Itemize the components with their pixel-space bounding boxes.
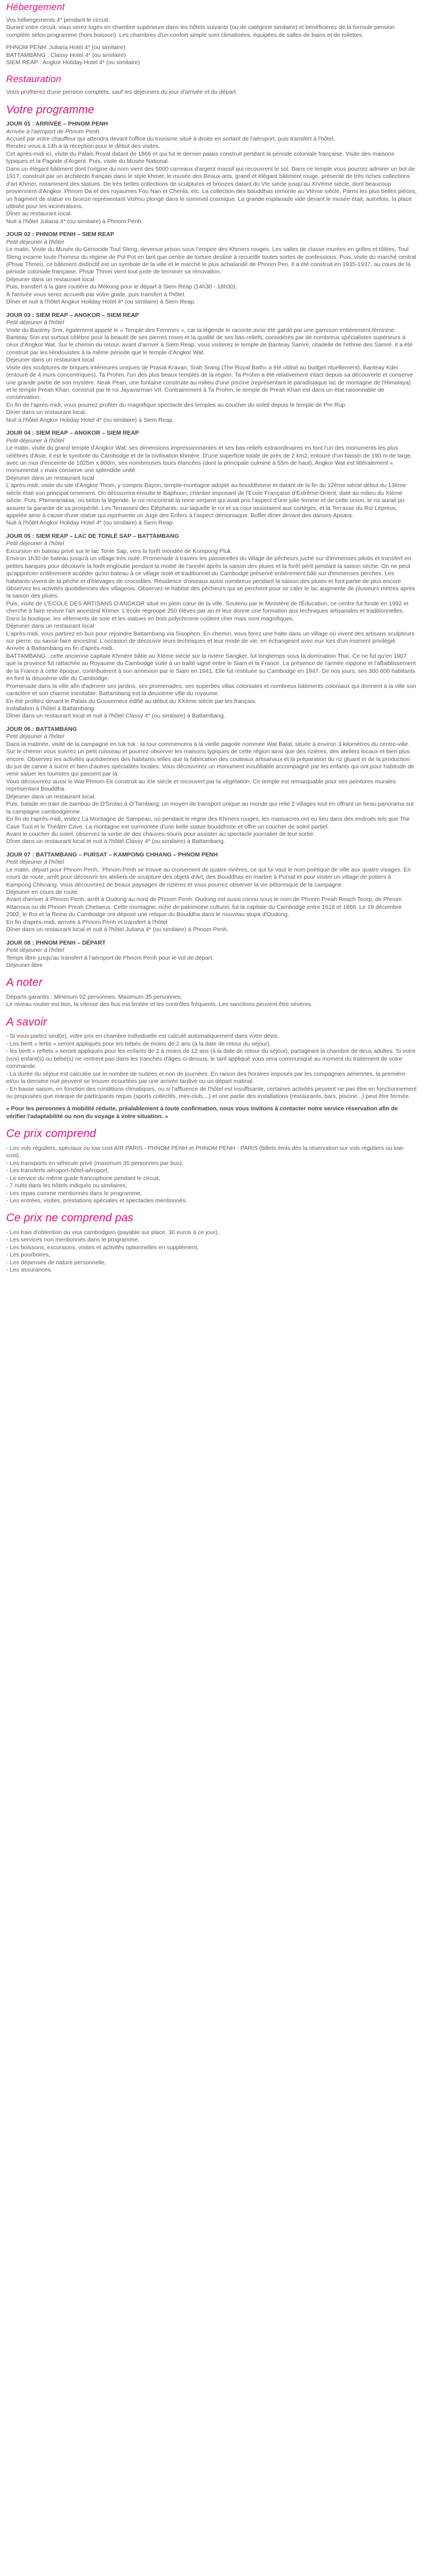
day-body-line: Accueil par votre chauffeur qui attendra devant l'office du tourisme situé à droite en sortant de l'aéroport, puis transfert à l'hôtel.	[6, 136, 335, 143]
included-item: - Les vols réguliers, spéciaux ou low cost A/R PARIS - PHNOM PENH et PHNOM PENH - PARIS (billets émis dès la réservation sur vols réguliers ou low-cost).	[6, 1144, 405, 1159]
program-day	[6, 121, 417, 225]
program-title: Votre programme	[6, 103, 94, 116]
day-body-line: Environ 1h30 de bateau jusqu'à un village très isolé. Promenade à travers les passerelles du village de pêcheurs juché sur d'immenses pilotis et transfert en petites barques pour découvrir la forêt engloutie pendant la moitié de l'année après la saison des pluies et la forêt périt pendant la saison sèche. On ne peut qu'apprécier entièrement accéder qu'en bateau à ce village isolé et traditionnel du Cambodge préservé entièrement bâti sur d'immenses perches. Les habitants vivent de la pêche et d'élevages de crocodiles. Résidence d'oiseaux aussi nombreux pendant la saison des pluies et font partie de plus encore. Observez les activités quotidiennes des villageois. Observez-le habitat des pêcheurs qui se perchent pour se caler le lac augmente de plusieurs mètres après la saison des pluies.	[6, 555, 415, 600]
day-body-line: Visite du Bantrey Srei, également appelé le « Temple des Femmes », car la légende le raconte avoir été gardé par une garnison entièrement féminine. Banteay Srei est surtout célèbre pour la beauté de ses pierres roses et la qualité de ses bas-reliefs, considérés par de nombreux spécialistes supérieurs à ceux d'Angkor Wat. Sur le chemin du retour, avant d'arriver à Siem Reap, vous visiterez le temple de Banteay Samré, citadelle de l'ethnie des Samré. Il a été construit par les Hindouistes à la même période que le temple d'Angkor Wat.	[6, 326, 413, 356]
included-item: - Le service du même guide francophone pendant le circuit,	[6, 1174, 161, 1182]
day-subtitle: Petit déjeuner à l'hôtel	[6, 437, 64, 444]
to-note-title: A noter	[6, 976, 43, 989]
restaurant-title: Restauration	[6, 74, 61, 85]
day-subtitle: Petit déjeuner à l'hôtel	[6, 859, 64, 866]
day-body-line: Déjeuner dans un restaurant local.	[6, 793, 96, 800]
page	[0, 0, 423, 1280]
day-body-line: Dîner dans un restaurant local.	[6, 409, 86, 416]
day-body-line: Visite des sculptures de briques intérieures uniques de Prasat Kravan, Srah Srang (The Royal Bath» a été utilisé au budget rituellement). Banteay Kdei (entouré de 4 murs concentriques). Ta Prohm. l'un des plus beaux temples de la région. Ta Prohm a été relativement intact depuis sa découverte et conserve une grande partie de son mystère. Neak Pean, une fontaine construite au milieu d'une piscine (représentant le paradisiaque lac de montagne de l'Himalaya) et le temple Preah Khan, construit par le roi Jayavarman VII. Contrairement à Ta Prohm, le temple de Preah Khan est dans un état raisonnable de conservation.	[6, 364, 413, 401]
day-body-line: Puis, visite de L'ECOLE DES ARTISANS D'ANGKOR situé en plein cœur de la ville. Soutenu par le Ministère de l'Éducation, ce centre fut fondé en 1992 et cherche à faire revivre l'art ancestral Khmer. L'école regroupé 250 élèves par an et leur donne une formation aux techniques artisanales et traditionnelles. Dans la boutique, les vêtements de soie et les statues en bois polychrome coûtent cher mais sont magnifiques.	[6, 600, 408, 622]
day-body-line: À l'arrivée vous serez accueilli par votre guide, puis transfert à l'hôtel.	[6, 291, 186, 298]
excluded-title: Ce prix ne comprend pas	[6, 1212, 134, 1225]
day-body-line: Nuit à l'hôtel Angkor Holiday Hotel 4* (ou similaire) à Siem Reap.	[6, 416, 174, 423]
day-body-line: Déjeuner libre	[6, 961, 43, 969]
excluded-section	[6, 1211, 417, 1274]
day-title: JOUR 02 : PHNOM PENH – SIEM REAP	[6, 231, 114, 238]
day-subtitle: Petit déjeuner à l'hôtel	[6, 238, 64, 245]
day-body-line: L'après-midi, vous partirez en bus pour rejoindre Battambang via Sisophon. En chemin, vous ferez une halte dans un village où vivent des artisans sculpteurs sur pierre, ou savoir-faire ancestral. L'occasion de découvrir leurs techniques et leur mode de vie, en échangeant avec eux lors d'un moment privilégié.	[6, 630, 415, 645]
day-body-line: Puis, transfert à la gare routière du Mékong pour le départ à Siem Reap (14h30 - 18h30).	[6, 283, 237, 291]
program-day	[6, 430, 417, 527]
day-body-line: Déjeuner dans un restaurant local	[6, 276, 94, 283]
included-item: - Les transports en véhicule privé (maximum 35 personnes par bus),	[6, 1159, 184, 1167]
day-body-line: Le matin, départ pour Phnom Penh,. Phnom Penh se trouve au croisement de quatre rivières, ce qui lui vaut le nom poétique de ville aux quatre visages. En cours de route, arrêt pour découvrir les ateliers de sculpture des objets d'Art, des Bouddhas en marbre à Pursat et pour visiter un village de potiers à Kampong Chhnang. Vous découvrirez de beaux paysages de rizières et vous pourrez observer la vie pittoresque de la campagne.	[6, 866, 411, 888]
program-day	[6, 726, 417, 846]
to-note-section	[6, 976, 417, 1008]
day-subtitle: Petit déjeuner à l'hôtel	[6, 733, 64, 740]
day-body-line: L'après-midi, visite du site d'Angkor Thom, y compris Bayon, temple-montagne adopté au bouddhisme et datant de la fin du 12ème siècle début du 13ème siècle était son principal ornement. On découvrira ensuite le Baphuon, chantier imposant de l'Ecole Française d'Extrême-Orient, daté au milieu du XIème siècle. Puis, Phimeanakas, où selon la légende, le roi rencontrait la reine serpent qui avait pris l'aspect d'une jolie femme et de cette union, le roi aurait pu assurer la garantie de sa prospérité. Les Terrasses des Éléphants, sur laquelle le roi et sa cour assistaient aux cortèges, et la Terrasse du Roi Lépreux, appelée ainsi à cause d'une statue qui représente un Juge des Enfers à l'aspect démoniaque. Buffet dîner devant des danses Apsara.	[6, 482, 406, 519]
day-body-line: Dîner dans un restaurant local et nuit à l'hôtel Classy 4* (ou similaire) à Battambang.	[6, 838, 225, 845]
day-body-line: Le matin, visite du grand temple d'Angkor Wat: ses dimensions impressionnantes et ses bas-reliefs extraordinaires en font l'un des monuments les plus célèbres d'Asie, il est le symbole du Cambodge et de la civilisation khmère. D'une superficie totale de près de 2 km2, entouré d'un bassin de 190 m de large, avec un mur d'enceinte de 1025m x 800m, ses nombreuses tours élancées (dont la principale culmine à 55m de haut), Angkor Wat est littéralement « monumental » mais conserve une splendide unité.	[6, 445, 412, 474]
day-body-line: En fin de l'après-midi, visitez La Montagne de Sampeau, où pendant le règne des Khmers rouges, les massacres ont eu lieu dans des endroits tels que The Cave Tuol et le Théâtre Cave. La montagne est surmontée d'une belle statue bouddhiste et offre un coucher de soleil partiel.	[6, 816, 410, 830]
day-body-line: Le matin, Visite du Musée du Génocide Toul Sleng, devenue prison sous l'empire des Khmers rouges. Les salles de classe murées en grilles et tôlées, Toul Sleng incarne toute l'horreur du régime de Pol Pot en tant que centre de torture destiné à recueillir toutes sortes de confessions. Puis, visite du marché central (Phsar Thmei), ce bâtiment distinctif est un symbole de la ville et le marché le plus achalandé de Phnom Pen. Il a été construit en 1935-1937, au cours de la période coloniale française. Phsar Thmei vient tout juste de terminer sa rénovation.	[6, 246, 416, 276]
to-know-line: - Les bertt « lertis » seront appliqués pour les bébés de moins de 2 ans (à la date de retour du séjour).	[6, 1040, 271, 1047]
day-body-line: Nuit à l'hôtel Juliana 4* (ou similaire) à Phnom Penh.	[6, 218, 143, 225]
included-item: - Les entrées, visites, prestations spéciales et spectacles mentionnés.	[6, 1197, 188, 1204]
accommodation-line: Durant votre circuit, vous serez logés en chambre supérieure dans les hôtels suivants (ou de catégorie similaire) et bénéficierez de la formule pension complète selon programme (hors boisson). Les chambres d'un confort simple sont climatisées, équipées de salles de bains et de toilettes.	[6, 24, 395, 38]
spacer	[6, 39, 417, 44]
day-body-line: Dans la matinée, visite de la campagne en tuk tuk : la tour commencera à la vieille pagode nommée Wat Balat, située à environ 3 kilomètres du centre-ville. Sur le chemin vous suivrez un petit ruisseau et pourrez observer les maisons typiques de cette région ainsi que des rizières, des ateliers locaux et bien plus encore. Observez les activités quotidiennes des habitants telles que la fabrication des couteaux artisanaux et la préparation du riz gluant et de la production du jus de canne à sucre et bien d'autres spécialités locales. Vous découvrirez un monument inoubliable accompagné par les enfants qui ont pour habitude de venir saluer les touristes qui passent par là.	[6, 740, 415, 778]
day-body-line: Temps libre jusqu'au transfert à l'aéroport de Phnom Penh pour le vol de départ.	[6, 954, 214, 961]
accommodation-line: Vos hébergements 4* pendant le circuit.	[6, 16, 110, 23]
restaurant-section	[6, 73, 417, 96]
day-subtitle: Petit déjeuner à l'hôtel	[6, 947, 64, 954]
day-body-line: Dîner au restaurant local.	[6, 210, 72, 218]
excluded-item: - Les boissons, excursions, visites et activités optionnelles en supplément,	[6, 1244, 199, 1251]
day-body-line: Déjeuner dans un restaurant local	[6, 623, 94, 630]
excluded-item: - Les services non mentionnés dans le programme,	[6, 1236, 140, 1244]
program-day	[6, 231, 417, 306]
day-title: JOUR 06 : BATTAMBANG	[6, 725, 77, 733]
restaurant-text: Vous profiterez d'une pension complète, sauf les déjeuners du jour d'arrivée et du départ.	[6, 89, 238, 96]
day-title: JOUR 03 : SIEM REAP – ANGKOR – SIEM REAP	[6, 311, 140, 319]
day-body-line: Déjeuner dans un restaurant local	[6, 474, 94, 482]
excluded-item: - Les frais d'obtention du visa cambodgien (payable sur place, 30 euros à ce jour),	[6, 1229, 219, 1236]
day-body-line: Nuit à l'hôtel Angkor Holiday Hotel 4* (ou similaire) à Siem Reap.	[6, 519, 174, 527]
day-body-line: Puis, balade en train de bambou de D'Srolao à O'Tambang: un moyen de transport unique au monde qui relie 2 villages tout en offrant un beau panorama sur la campagne cambodgienne.	[6, 801, 415, 815]
day-body-line: En fin d'après-midi, arrivée à Phnom Penh et transfert à l'hôtel	[6, 918, 167, 926]
spacer	[6, 1100, 417, 1105]
program-day	[6, 851, 417, 934]
day-title: JOUR 04 : SIEM REAP – ANGKOR – SIEM REAP	[6, 430, 140, 437]
day-body-line: En fin de l'après-midi, vous pourrez profiter du magnifique spectacle des temples au coucher du soleil depuis le temple de Pre Rup.	[6, 401, 347, 408]
to-note-line: Départs garantis : Minimum 02 personnes. Maximum 35 personnes.	[6, 994, 182, 1000]
day-body-line: Déjeuner en cours de route.	[6, 889, 79, 896]
hotel-siem-reap: SIEM REAP : Angkor Holiday Hotel 4* (ou similaire)	[6, 59, 140, 66]
program-day	[6, 533, 417, 720]
included-section	[6, 1127, 417, 1205]
to-note-line: Le niveau routier est bon, la vitesse des bus est limitée et les contrôles fréquents. Les sanctions peuvent être sévères.	[6, 1001, 313, 1008]
day-body-line: BATTAMBANG : cette ancienne capitale Khmère bâtie au XIème siècle sur la rivière Sangker, fut longtemps sous la domination Thaï. Ce ne fut qu'en 1907 que la province fut rattachée au Royaume du Cambodge suite à un traité signé entre le Siam et la France. La présence de l'armée nippone et l'affaiblissement de la France à cette époque, contribuèrent à son annexion par le Siam en 1941. Elle fut restituée au Cambodge en 1947. De nos jours, ses 300 000 habitants en font la deuxième ville du Cambodge.	[6, 652, 416, 682]
to-know-line: - Si vous partez seul(e), votre prix en chambre individuelle est calculé automatiquement dans votre devis.	[6, 1033, 280, 1040]
day-subtitle: Arrivée à l'aéroport de Phnom Penh.	[6, 128, 101, 135]
included-title: Ce prix comprend	[6, 1128, 97, 1140]
day-body-line: Vous découvrirez aussi le Wat Phnom Ek construit au XIe siècle et recouvert par la végétation. Ce temple est remarquable pour ses peintures murales représentant Bouddha.	[6, 778, 396, 793]
day-body-line: Dîner dans un restaurant local et nuit à l'hôtel Juliana 4* (ou similaire) à Phnom Penh.	[6, 926, 229, 933]
day-body-line: En été profitez devant le Palais du Gouverneur édifié au début du XXème siècle par les français.	[6, 697, 257, 705]
included-item: - Les repas comme mentionnés dans le programme,	[6, 1190, 142, 1197]
accommodation-title: Hébergement	[6, 2, 65, 12]
day-body-line: Arrivée à Battambang en fin d'après-midi.	[6, 645, 114, 652]
day-title: JOUR 07 : BATTAMBANG – PURSAT – KAMPONG CHHANG – PHNOM PENH	[6, 851, 218, 858]
day-body-line: Dans un élégant bâtiment dont l'origine du nom vient des 5000 carreaux d'argent massif qui recouvrent le sol. Dans ce temple vous pourrez admirer un bol de 1917, construit par un architecte français dans le style khmer, le musée des Beaux-arts, grand et élégant bâtiment rouge, présente de très riches collections d'art Khmer, notamment des statues. De très belles collections de sculptures et bronzes datant du VIe siècle jusqu'au XIVème siècle, dont beaucoup proviennent d'Angkor. Phnom Da et des royaumes Fou Nan et Chenla, etc. La collection des bouddhas remonte au VIème siècle. Parmi les plus belles pièces, un fragment de statue en bronze représentant Vishnu plongé dans le sommeil cosmique. La grande esplanade vide devant le musée était, autrefois, la place utilisée pour les incinérations.	[6, 165, 417, 210]
to-know-title: A savoir	[6, 1015, 47, 1028]
day-body-line: Cet après-midi ici, visite du Palais Royal datant de 1866 et qui fut le dernier palais construit pendant la période coloniale française. Visite des maisons typiques et la Pagode d'Argent. Puis, visite du Musée National.	[6, 150, 395, 165]
day-body-line: Rendez-vous à 14h à la réception pour le début des visites.	[6, 143, 161, 150]
reduced-mobility-note: « Pour les personnes à mobilité réduite, préalablement à toute confirmation, nous vous invitons à contacter notre service réservation afin de vérifier l'adaptabilité ou non du voyage à votre situation. »	[6, 1105, 398, 1120]
accommodation-section	[6, 1, 417, 66]
to-know-line: - les bertt « reftets » seront appliqués pour les enfants de 2 à moins de 12 ans (à la date de retour du séjour), partageant la chambre de deux adultes. Si votre (vos) enfant(s) ou bébé(s) ne rentrent pas dans les tranches d'âges ci-dessus, le tarif appliqué vous sera communiqué au moment du traitement de votre commande.	[6, 1048, 416, 1070]
day-body-line: Excursion en bateau privé sur le lac Tonle Sap, vers la forêt inondée de Kompong Pluk.	[6, 547, 233, 555]
day-body-line: Avant d'arriver à Phnom Penh, arrêt à Oudong au nord de Phnom Penh. Oudong est aussi connu sous le nom de Phnom Preah Reach Teorp, de Phnom Attarrous ou de Phnom Preah Chetaeus. Cette montagne, riche de patrimoine culturel, fut la capitale du Cambodge entre 1618 et 1866. Le 19 décembre 2002, le Roi et la Reine du Cambodge ont déposé une relique du Bouddha dans le nouveau stupa d'Oudong.	[6, 896, 402, 918]
to-know-line: - En basse saison, en fonction des conditions climatiques, ou si l'affluence de l'hôtel est insuffisante, certaines activités peuvent ne pas être en fonctionnement ou proposées que marque de participants requis (sports collectifs, mini-club,...) et une partie des installations (restaurants, bars, piscine...) peut être fermée.	[6, 1085, 417, 1100]
day-body-line: Installation à l'hôtel à Battambang.	[6, 705, 96, 712]
day-title: JOUR 08 : PHNOM PENH – DÉPART	[6, 939, 106, 946]
day-body-line: Dîner dans un restaurant local et nuit à l'hôtel Classy 4* (ou similaire) à Battambang.	[6, 712, 225, 720]
excluded-item: - Les pourboires,	[6, 1251, 50, 1259]
to-know-section	[6, 1015, 417, 1120]
program-day	[6, 312, 417, 425]
day-subtitle: Petit déjeuner à l'hôtel	[6, 319, 64, 326]
excluded-item: - Les dépenses de nature personnelle,	[6, 1259, 107, 1266]
hotel-battambang: BATTAMBANG : Classy Hotel 4* (ou similaire)	[6, 51, 126, 59]
program-section	[6, 103, 417, 970]
day-title: JOUR 01 : ARRIVÉE – PHNOM PENH	[6, 121, 108, 128]
hotel-phnom-penh: PHNOM PENH: Juliana Hotel 4* (ou similaire)	[6, 44, 126, 51]
program-days	[6, 121, 417, 969]
day-body-line: Avant le coucher du soleil, observez la sortie de des chauves-souris pour assister au spectacle journalier de leur sortie.	[6, 830, 315, 837]
program-day	[6, 940, 417, 970]
day-title: JOUR 05 : SIEM REAP – LAC DE TONLÉ SAP – BATTAMBANG	[6, 532, 179, 540]
included-item: - 7 nuits dans les hôtels indiqués ou similaires,	[6, 1182, 127, 1190]
to-know-line: - La durée du séjour est calculée sur le nombre de nuitées et non de journées. En raison des horaires imposés par les compagnies aériennes, la première et/ou la dernière nuit peuvent se trouver écourtées par une arrivée tardive ou un départ matinal.	[6, 1070, 405, 1085]
excluded-item: - Les assurances.	[6, 1267, 52, 1274]
day-body-line: Promenade dans la ville afin d'admirer ses jardins, ses promenades, ses superbes villas coloniales et nombreux bâtiments coloniaux qui donnent à la ville son caractère et son charme inimitable. Battambang est la deuxième ville du royaume.	[6, 682, 416, 697]
day-body-line: Déjeuner dans un restaurant local	[6, 357, 94, 364]
day-subtitle: Petit déjeuner à l'hôtel	[6, 540, 64, 547]
included-item: - Les transferts aéroport-hôtel-aéroport,	[6, 1167, 109, 1174]
day-body-line: Dîner et nuit à l'hôtel Angkor Holiday Hotel 4* (ou similaire) à Siem Reap.	[6, 298, 196, 306]
